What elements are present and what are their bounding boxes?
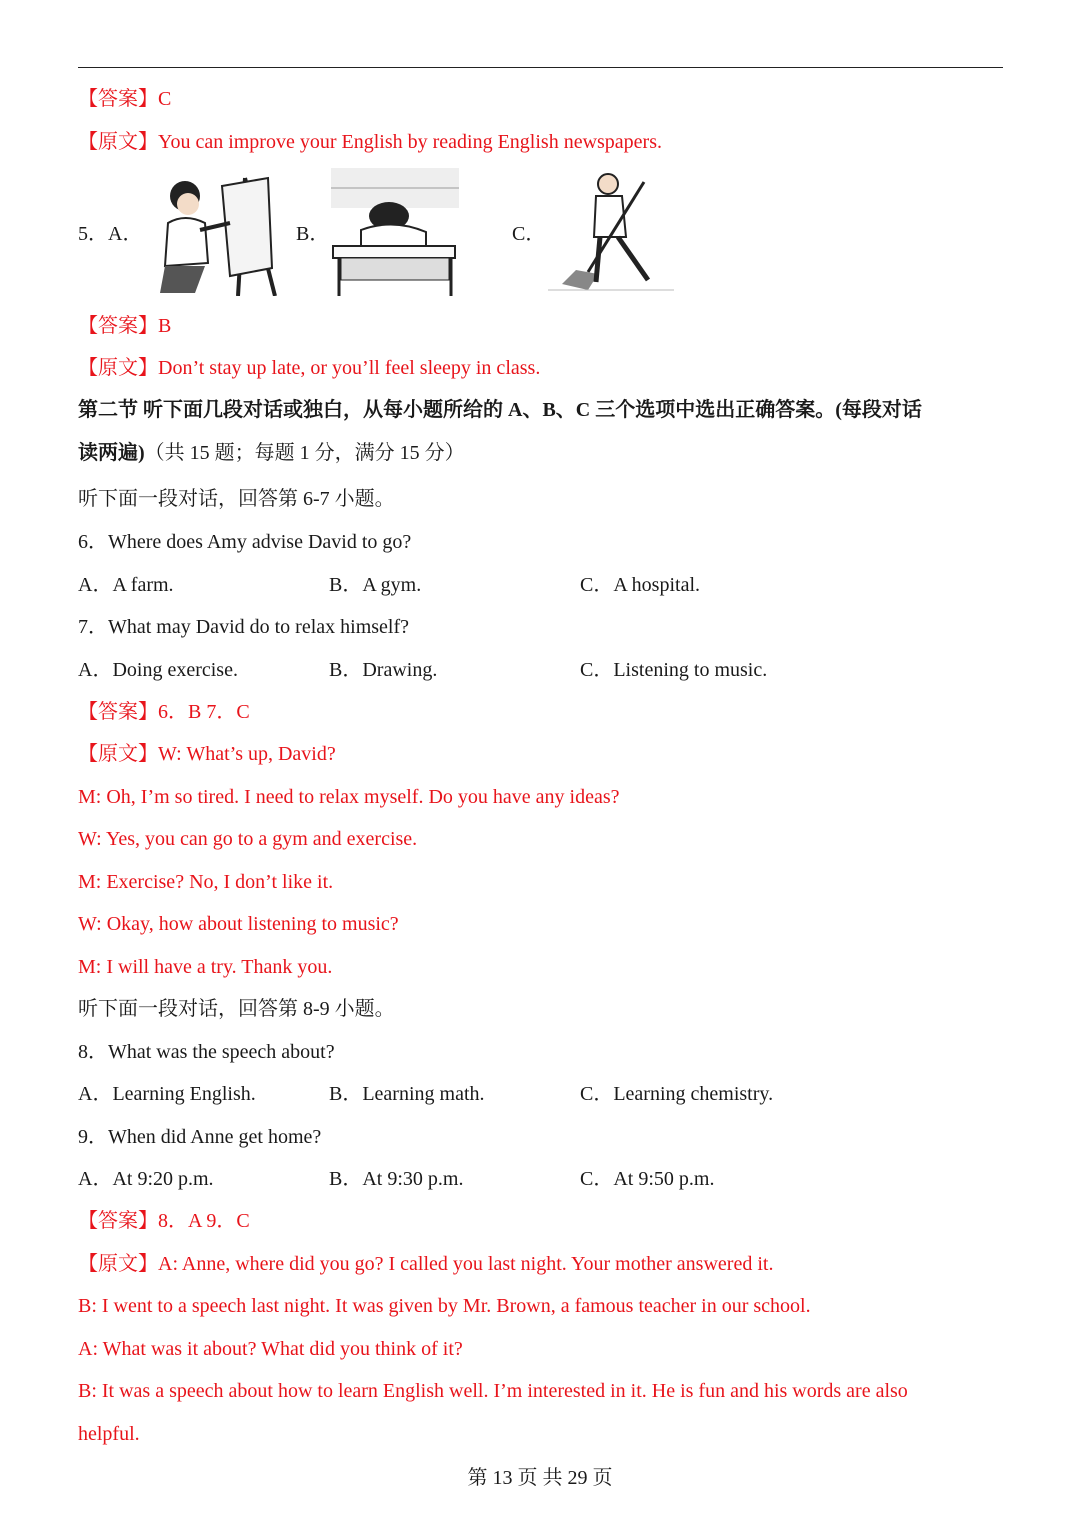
q9-option-c: C．At 9:50 p.m. xyxy=(580,1168,715,1190)
section2-heading: 第二节 听下面几段对话或独白，从每小题所给的 A、B、C 三个选项中选出正确答案。(每段对话 xyxy=(78,399,922,421)
q8-option-b: B．Learning math. xyxy=(329,1083,485,1105)
transcript-6-7-line-5: W: Okay, how about listening to music? xyxy=(78,913,399,935)
section2-heading-cont xyxy=(78,440,465,466)
q5-label-b: B． xyxy=(296,223,330,245)
page-number-footer: 第 13 页 共 29 页 xyxy=(467,1467,613,1489)
question-8: 8．What was the speech about? xyxy=(78,1041,335,1063)
question-9: 9．When did Anne get home? xyxy=(78,1126,322,1148)
question-6: 6．Where does Amy advise David to go? xyxy=(78,531,412,553)
instruction-8-9: 听下面一段对话，回答第 8-9 小题。 xyxy=(78,998,395,1020)
transcript-6-7-line-4: M: Exercise? No, I don’t like it. xyxy=(78,871,334,893)
transcript-8-9-line-4: B: It was a speech about how to learn English well. I’m interested in it. He is fun and his words are also xyxy=(78,1380,908,1402)
sleeping-in-class-image xyxy=(331,168,459,296)
answer-8-9: 【答案】8．A 9．C xyxy=(78,1210,250,1232)
q7-option-a: A．Doing exercise. xyxy=(78,659,238,681)
transcript-6-7-line-3: W: Yes, you can go to a gym and exercise. xyxy=(78,828,418,850)
q9-option-a: A．At 9:20 p.m. xyxy=(78,1168,214,1190)
answer-q4: 【答案】C xyxy=(78,88,172,110)
q7-option-b: B．Drawing. xyxy=(329,659,438,681)
sweeping-boy-image xyxy=(548,172,674,294)
q5-label-a: 5．A． xyxy=(78,223,143,245)
q5-label-c: C． xyxy=(512,223,546,245)
question-7: 7．What may David do to relax himself? xyxy=(78,616,410,638)
transcript-8-9-line-1: 【原文】A: Anne, where did you go? I called you last night. Your mother answered it. xyxy=(78,1253,774,1275)
q6-option-c: C．A hospital. xyxy=(580,574,701,596)
answer-q5: 【答案】B xyxy=(78,315,172,337)
transcript-8-9-line-5: helpful. xyxy=(78,1423,140,1445)
transcript-6-7-line-6: M: I will have a try. Thank you. xyxy=(78,956,333,978)
q8-option-a: A．Learning English. xyxy=(78,1083,256,1105)
painting-boy-image xyxy=(150,168,278,296)
section2-heading-bold: 读两遍) xyxy=(78,442,145,464)
q6-option-a: A．A farm. xyxy=(78,574,174,596)
q9-option-b: B．At 9:30 p.m. xyxy=(329,1168,464,1190)
section2-scoring: （共 15 题；每题 1 分，满分 15 分） xyxy=(144,442,465,464)
transcript-6-7-line-2: M: Oh, I’m so tired. I need to relax myself. Do you have any ideas? xyxy=(78,786,620,808)
transcript-8-9-line-2: B: I went to a speech last night. It was given by Mr. Brown, a famous teacher in our school. xyxy=(78,1295,811,1317)
transcript-6-7-line-1: 【原文】W: What’s up, David? xyxy=(78,743,336,765)
transcript-8-9-line-3: A: What was it about? What did you think of it? xyxy=(78,1338,463,1360)
answer-6-7: 【答案】6．B 7．C xyxy=(78,701,250,723)
header-rule xyxy=(78,67,1003,68)
q6-option-b: B．A gym. xyxy=(329,574,422,596)
instruction-6-7: 听下面一段对话，回答第 6-7 小题。 xyxy=(78,488,395,510)
transcript-q4: 【原文】You can improve your English by reading English newspapers. xyxy=(78,131,663,153)
transcript-q5: 【原文】Don’t stay up late, or you’ll feel sleepy in class. xyxy=(78,357,541,379)
q7-option-c: C．Listening to music. xyxy=(580,659,768,681)
q8-option-c: C．Learning chemistry. xyxy=(580,1083,774,1105)
